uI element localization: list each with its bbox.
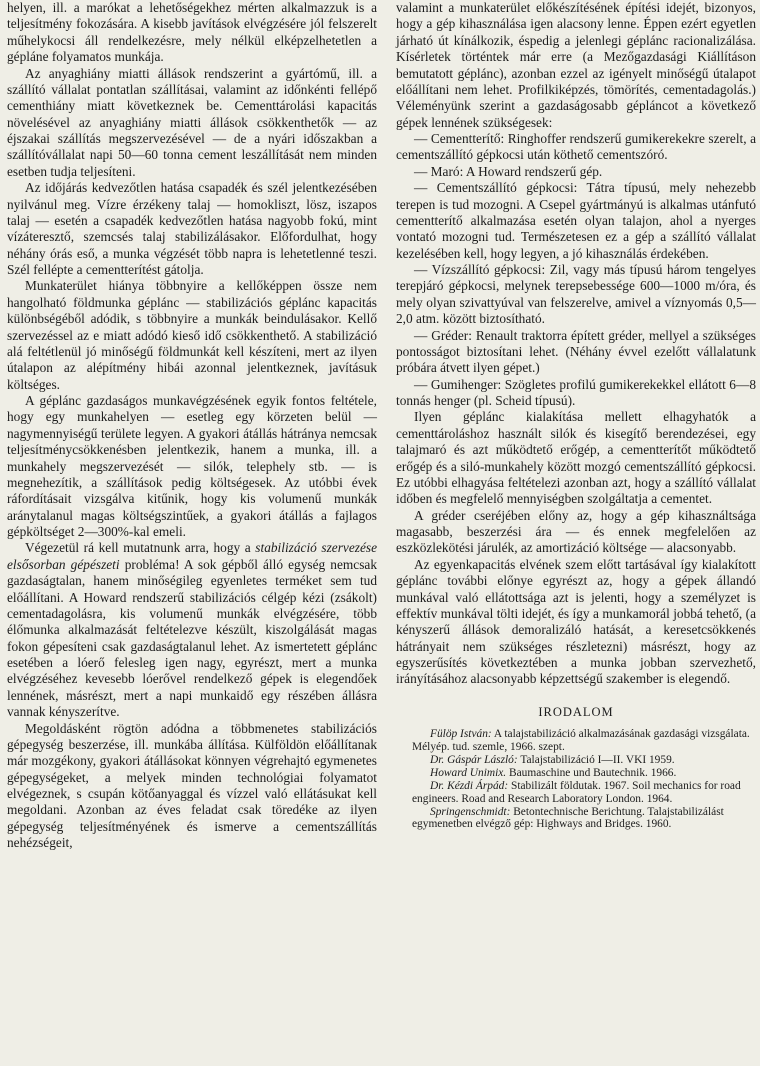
paragraph: Megoldásként rögtön adódna a többmenetes stabilizációs gépegység beszerzése, ill. munkába állítása. Külföldön előállítanak már mozgékony, gyakori átállásokat könnyen végrehajtó egymenetes gépegységeket, a melyek minden technológiai folyamatot elvégeznek, s csupán kötőanyaggal és vízzel való ellátásukat kell megoldani. Azonban az éves feladat csak töredéke az ilyen gépegység teljesítményének és ismerve a cementszállítás nehézségeit, <box>7 720 377 851</box>
emphasized-text: stabilizáció szervezése elsősorban gépészeti <box>7 540 377 572</box>
paragraph <box>7 540 377 720</box>
paragraph: A gréder cseréjében előny az, hogy a gép kihasználtsága magasabb, beszerzési ára — és ennek megfelelően az eszközlekötési járulék, az amortizáció költsége — alacsonyabb. <box>396 507 756 556</box>
reference-item <box>396 806 756 832</box>
paragraph: valamint a munkaterület előkészítésének építési idejét, bizonyos, hogy a gép kihasználása igen alacsony lenne. Éppen ezért egyetlen járható út kínálkozik, éspedig a jelenlegi géplánc racionalizálása. Kísérletek történtek már erre (a Mezőgazdasági Kiállításon bemutatott géplánc), azonban ezzel az igényelt minőségű útalapot előállítani nem lehet. Profilkiképzés, tömörítés, cementadagolás.) Véleményünk szerint a gazdaságosabb gépláncot a következő gépek lennének szükségesek: <box>396 0 756 130</box>
paragraph: helyen, ill. a marókat a lehetőségekhez mérten alkalmazzuk is a teljesítmény fokozására. A kisebb javítások elvégzésére jól felszerelt műhelykocsi áll rendelkezésre, mely nélkül elképzelhetetlen a gépláne folyamatos munkája. <box>7 0 377 65</box>
list-item: — Vízszállító gépkocsi: Zil, vagy más típusú három tengelyes terepjáró gépkocsi, melynek terepsebessége 600—1000 m/óra, és mely olyan szivattyúval van felszerelve, amivel a víznyomás 0,5—2,0 atm. között biztosítható. <box>396 262 756 327</box>
references-list <box>396 728 756 831</box>
paragraph: Ilyen géplánc kialakítása mellett elhagyhatók a cementtároláshoz használt silók és kisegítő berendezései, egy talajmaró és azt működtető erőgép, a cementterítőt működtető erőgép és a siló-munkahely között mozgó cementszállító gépkocsi. Ez utóbbi elhagyása feltételezi azonban azt, hogy a szállító vállalat időben és megfelelő mennyiségben szolgáltatja a cementet. <box>396 409 756 507</box>
list-item: — Gréder: Renault traktorra épített gréder, mellyel a szükséges pontosságot biztosítani lehet. (Néhány évvel ezelőtt vállalatunk próbára átvett ilyen gépet.) <box>396 327 756 376</box>
reference-item <box>396 780 756 806</box>
reference-text: Stabilizált földutak. 1967. Soil mechanics for road engineers. Road and Research Laboratory London. 1964. <box>412 779 741 805</box>
reference-text: Talajstabilizáció I—II. VKI 1959. <box>517 753 675 766</box>
list-item: — Gumihenger: Szögletes profilú gumikerekekkel ellátott 6—8 tonnás henger (pl. Scheid típusú). <box>396 376 756 408</box>
list-item: — Cementterítő: Ringhoffer rendszerű gumikerekekre szerelt, a cementszállító gépkocsi után köthető cementszóró. <box>396 131 756 163</box>
paragraph-text: Végezetül rá kell mutatnunk arra, hogy a <box>25 540 256 556</box>
paragraph: Az egyenkapacitás elvének szem előtt tartásával így kialakított géplánc további előnye egyrészt az, hogy a gépek állandó munkával való ellátottsága azt is jelenti, hogy a személyzet is effektív munkával tölti idejét, és így a munkamorál jobbá tehető, (a kényszerű állások demoralizáló hatását, a keresetcsökkenés hátrányait nem szükséges részletezni) másrészt, hogy az egyszerűsítés következtében a munka jobban szervezhető, irányításához alacsonyabb képzettségű szakember is elegendő. <box>396 556 756 687</box>
reference-author: Dr. Gáspár László: <box>430 753 518 766</box>
references-heading: IRODALOM <box>538 704 614 719</box>
reference-item <box>396 754 756 767</box>
paragraph-text: probléma! A sok gépből álló egység nemcsak gazdaságtalan, hanem minőségileg egyenletes terméket sem tud előállítani. A Howard rendszerű stabilizációs célgép kézi (zsákolt) cementadagolásra, kis volumenű munkák elvégzésére, több élőmunka alkalmazását feltételezve készült, kiszolgálását magas fokon gépesíteni csak gazdaságtalanul lehet. Az ismertetett géplánc esetében a lóerő felesleg igen nagy, egyrészt, mert a munka elvégzéséhez kevesebb lóerővel rendelkező gépek is elegendőek lennének, másrészt, mert a napi munkaidő egy részében állásra vannak kényszerítve. <box>7 556 377 720</box>
left-column <box>7 0 377 852</box>
reference-text: A talajstabilizáció alkalmazásának gazdasági vizsgálata. Mélyép. tud. szemle, 1966. szept. <box>412 728 750 754</box>
reference-author: Dr. Kézdi Árpád: <box>430 779 509 792</box>
paragraph: Az anyaghiány miatti állások rendszerint a gyártómű, ill. a szállító vállalat pontatlan szállításai, valamint az időnkénti fellépő cementhiány miatt következnek be. Cementtárolási kapacitás növelésével az anyaghiány miatti állások csökkenthetők — az éjszakai szállítás megszervezésével — de a nyári időszakban a szállítóvállalat napi 50—60 tonna cement leszállítását nem minden esetben tudja teljesíteni. <box>7 65 377 179</box>
reference-author: Howard Unimix. <box>430 766 507 779</box>
reference-author: Fülöp István: <box>430 728 492 741</box>
list-item: — Cementszállító gépkocsi: Tátra típusú, mely nehezebb terepen is tud mozogni. A Csepel gyártmányú is alkalmas utánfutó cementterítő alkalmazása esetén olyan talajon, ahol a nyerges vontató mozogni tud. Természetesen ez a gép a szállító vállalat kezelésében kell, hogy legyen, a jó kihasználás érdekében. <box>396 180 756 261</box>
paragraph: Munkaterület hiánya többnyire a kellőképpen össze nem hangolható földmunka géplánc — stabilizációs géplánc kapacitás különbségéből adódik, s többnyire a munkák beindulásakor. Kellő szervezéssel az e miatt adódó kieső idő csökkenthető. A stabilizáció alá feltétlenül jó minőségű földmunkát kell készíteni, mert az ilyen útalapon az alépítmény hibái azonnal jelentkeznek, javításuk költséges. <box>7 278 377 392</box>
paragraph: Az időjárás kedvezőtlen hatása csapadék és szél jelentkezésében nyilvánul meg. Vízre érzékeny talaj — homokliszt, lösz, iszapos talaj — esetén a csapadék kedvezőtlen hatása nagyobb fokú, mint vízáteresztő, szemcsés talaj stabilizálásakor. Előfordulhat, hogy néhány órás eső, a munka végzését több napra is lehetetlenné teszi. Szél fellépte a cementterítést gátolja. <box>7 180 377 277</box>
reference-item <box>396 728 756 754</box>
reference-item <box>396 767 756 780</box>
paragraph: A géplánc gazdaságos munkavégzésének egyik fontos feltétele, hogy egy munkahelyen — esetleg egy körzeten belül — nagymennyiségű területe legyen. A gyakori átállás hátránya nemcsak teljesítménycsökkenésben jelentkezik, hanem a munka, ill. a munkahely megszervezését — silók, telephely stb. — is megnehezítik, a szállítások pedig költségesek. Az utóbbi évek ráfordításait vizsgálva kitűnik, hogy kis volumenű munkák aránytalanul magas költségszintűek, a gyakori átállás a fajlagos gépköltséget 2—300%-kal emeli. <box>7 393 377 539</box>
reference-text: Betontechnische Berichtung. Talajstabilizálást egymenetben elvégző gép: Highways and Bridges. 1960. <box>412 805 724 831</box>
right-column <box>396 0 756 831</box>
reference-text: Baumaschine und Bautechnik. 1966. <box>506 766 677 779</box>
list-item: — Maró: A Howard rendszerű gép. <box>414 163 603 179</box>
reference-author: Springenschmidt: <box>430 805 511 818</box>
